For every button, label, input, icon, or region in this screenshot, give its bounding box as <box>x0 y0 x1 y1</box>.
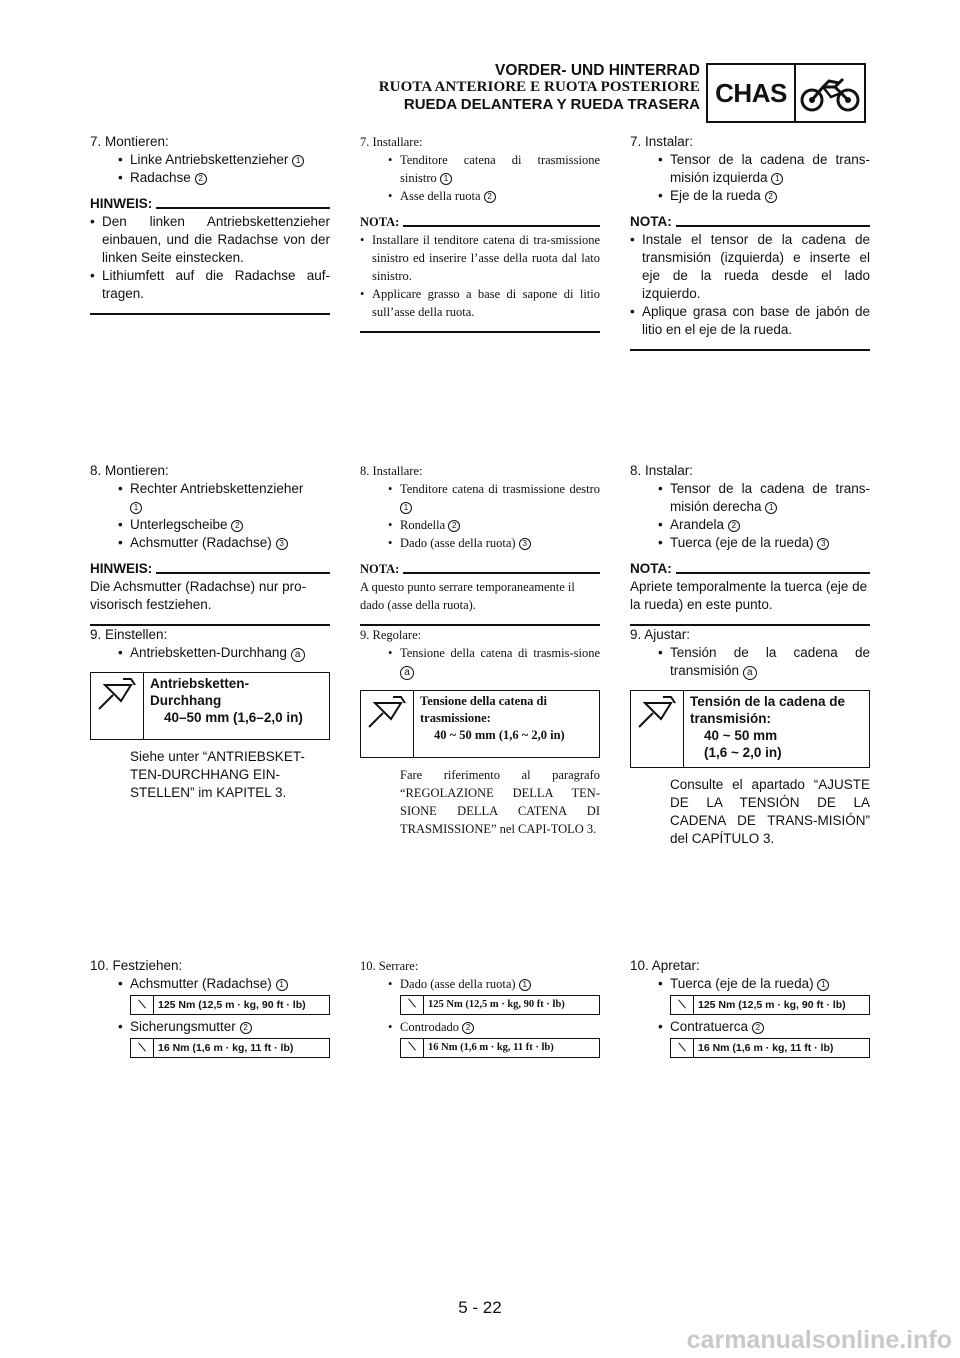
step-title: 8. Installare: <box>360 464 423 478</box>
step9-it <box>360 626 600 838</box>
callout-2: 2 <box>195 173 207 185</box>
step8-it <box>360 462 600 626</box>
list-item: • Controdado 2 <box>388 1018 600 1036</box>
callout-1: 1 <box>519 979 531 991</box>
torque-spec: ⟍ 125 Nm (12,5 m · kg, 90 ft · lb) <box>670 995 870 1015</box>
callout-2: 2 <box>765 191 777 203</box>
step-title: 8. Instalar: <box>630 463 694 478</box>
list-item: • Dado (asse della ruota) 3 <box>388 534 600 552</box>
callout-3: 3 <box>817 538 829 550</box>
list-item: • Tensione della catena di trasmis-sione a <box>388 644 600 680</box>
torque-spec: ⟍ 16 Nm (1,6 m · kg, 11 ft · lb) <box>670 1038 870 1058</box>
list-item: • Asse della ruota 2 <box>388 187 600 205</box>
callout-3: 3 <box>276 538 288 550</box>
list-item: • Tenditore catena di trasmissione sinistro 1 <box>388 151 600 187</box>
step9-de <box>90 626 330 802</box>
note-text: A questo punto serrare temporaneamente il dado (asse della ruota). <box>360 580 575 612</box>
note-heading: HINWEIS: <box>90 560 330 578</box>
step-title: 9. Regolare: <box>360 628 422 642</box>
callout-2: 2 <box>484 191 496 203</box>
callout-a: a <box>291 648 305 662</box>
step-title: 7. Montieren: <box>90 134 169 149</box>
callout-1: 1 <box>276 979 288 991</box>
callout-a: a <box>400 666 414 680</box>
list-item: • Achsmutter (Radachse) 3 <box>118 534 330 552</box>
note-heading: NOTA: <box>360 560 600 578</box>
list-item: • Eje de la rueda 2 <box>658 187 870 205</box>
chapter-code: CHAS <box>708 65 796 121</box>
reference-text: Fare riferimento al paragrafo “REGOLAZIONE DELLA TEN-SIONE DELLA CATENA DI TRASMISSIONE” nel CAPI-TOLO 3. <box>400 768 600 836</box>
note-bullet: • Lithiumfett auf die Radachse auf-tragen. <box>90 267 330 303</box>
torque-wrench-icon: ⟍ <box>401 996 424 1014</box>
torque-spec: ⟍ 16 Nm (1,6 m · kg, 11 ft · lb) <box>130 1038 330 1058</box>
step9-es <box>630 626 870 848</box>
step-title: 9. Ajustar: <box>630 627 691 642</box>
callout-a: a <box>743 666 757 680</box>
step10-de <box>90 957 330 1061</box>
callout-2: 2 <box>462 1022 474 1034</box>
note-heading: NOTA: <box>360 213 600 231</box>
torque-wrench-icon: ⟍ <box>131 1039 154 1057</box>
callout-2: 2 <box>448 520 460 532</box>
note-text: Die Achsmutter (Radachse) nur pro-visorisch festziehen. <box>90 579 307 612</box>
motorcycle-icon <box>796 65 864 121</box>
callout-1: 1 <box>765 502 777 514</box>
spec-box <box>90 672 330 740</box>
spec-text: Tensione della catena di trasmissione: 40 ~ 50 mm (1,6 ~ 2,0 in) <box>413 691 599 757</box>
list-item: • Unterlegscheibe 2 <box>118 516 330 534</box>
list-item: • Contratuerca 2 <box>658 1018 870 1036</box>
callout-1: 1 <box>771 173 783 185</box>
callout-2: 2 <box>752 1022 764 1034</box>
list-item: • Tensión de la cadena de transmisión a <box>658 644 870 680</box>
page-number: 5 - 22 <box>458 1298 502 1317</box>
wrench-icon <box>631 691 683 767</box>
list-item: • Arandela 2 <box>658 516 870 534</box>
header-title-es: RUEDA DELANTERA Y RUEDA TRASERA <box>403 96 700 113</box>
step8-es <box>630 462 870 626</box>
list-item: • Rechter Antriebskettenzieher 1 <box>118 480 330 516</box>
list-item: • Achsmutter (Radachse) 1 <box>118 975 330 993</box>
step8-de <box>90 462 330 626</box>
callout-2: 2 <box>240 1022 252 1034</box>
spec-text: Tensión de la cadena de transmisión: 40 ~ 50 mm (1,6 ~ 2,0 in) <box>683 691 869 767</box>
section-header <box>379 62 700 113</box>
chapter-badge <box>706 63 866 123</box>
note-end-rule <box>90 313 330 315</box>
header-title-it: RUOTA ANTERIORE E RUOTA POSTERIORE <box>378 79 700 95</box>
spec-box <box>360 690 600 758</box>
step-title: 10. Apretar: <box>630 958 700 973</box>
callout-1: 1 <box>440 173 452 185</box>
list-item: • Tuerca (eje de la rueda) 1 <box>658 975 870 993</box>
step7-it <box>360 133 600 333</box>
list-item: • Radachse 2 <box>118 169 330 187</box>
step-title: 8. Montieren: <box>90 463 169 478</box>
list-item: • Tuerca (eje de la rueda) 3 <box>658 534 870 552</box>
note-bullet: • Den linken Antriebskettenzieher einbauen, und die Radachse von der linken Seite einstecken. <box>90 213 330 267</box>
note-bullet: • Applicare grasso a base di sapone di litio sull’asse della ruota. <box>360 285 600 321</box>
list-item: • Tenditore catena di trasmissione destro 1 <box>388 480 600 516</box>
note-bullet: • Instale el tensor de la cadena de transmisión (izquierda) e inserte el eje de la rueda desde el lado izquierdo. <box>630 231 870 303</box>
torque-wrench-icon: ⟍ <box>131 996 154 1014</box>
wrench-icon <box>361 691 413 757</box>
note-end-rule <box>360 331 600 333</box>
header-title-de: VORDER- UND HINTERRAD <box>495 62 700 79</box>
torque-spec: ⟍ 125 Nm (12,5 m · kg, 90 ft · lb) <box>130 995 330 1015</box>
step10-it <box>360 957 600 1061</box>
list-item: • Tensor de la cadena de trans-misión derecha 1 <box>658 480 870 516</box>
step7-de <box>90 133 330 315</box>
note-bullet: • Aplique grasa con base de jabón de litio en el eje de la rueda. <box>630 303 870 339</box>
reference-text: Consulte el apartado “AJUSTE DE LA TENSIÓN DE LA CADENA DE TRANS-MISIÓN” del CAPÍTULO 3. <box>670 777 870 846</box>
callout-2: 2 <box>728 520 740 532</box>
note-heading: HINWEIS: <box>90 195 330 213</box>
spec-text: Antriebsketten- Durchhang 40–50 mm (1,6–2,0 in) <box>143 673 329 739</box>
callout-1: 1 <box>400 502 412 514</box>
torque-wrench-icon: ⟍ <box>401 1039 424 1057</box>
watermark: carmanualsonline.info <box>686 1326 952 1354</box>
wrench-icon <box>91 673 143 739</box>
torque-wrench-icon: ⟍ <box>671 1039 694 1057</box>
list-item: • Sicherungsmutter 2 <box>118 1018 330 1036</box>
note-heading: NOTA: <box>630 213 870 231</box>
list-item: • Dado (asse della ruota) 1 <box>388 975 600 993</box>
list-item: • Antriebsketten-Durchhang a <box>118 644 330 662</box>
note-bullet: • Installare il tenditore catena di tra-smissione sinistro ed inserire l’asse della ruota dal lato sinistro. <box>360 231 600 285</box>
callout-1: 1 <box>292 155 304 167</box>
callout-1: 1 <box>130 502 142 514</box>
list-item: • Rondella 2 <box>388 516 600 534</box>
list-item: • Linke Antriebskettenzieher 1 <box>118 151 330 169</box>
list-item: • Tensor de la cadena de trans-misión izquierda 1 <box>658 151 870 187</box>
callout-1: 1 <box>817 979 829 991</box>
step-title: 10. Festziehen: <box>90 958 183 973</box>
note-text: Apriete temporalmente la tuerca (eje de la rueda) en este punto. <box>630 579 868 612</box>
step-title: 7. Installare: <box>360 135 423 149</box>
callout-2: 2 <box>231 520 243 532</box>
torque-spec: ⟍ 16 Nm (1,6 m · kg, 11 ft · lb) <box>400 1038 600 1058</box>
torque-wrench-icon: ⟍ <box>671 996 694 1014</box>
callout-3: 3 <box>519 538 531 550</box>
step10-es <box>630 957 870 1061</box>
spec-box <box>630 690 870 768</box>
torque-spec: ⟍ 125 Nm (12,5 m · kg, 90 ft · lb) <box>400 995 600 1015</box>
note-end-rule <box>630 349 870 351</box>
step-title: 9. Einstellen: <box>90 627 168 642</box>
step-title: 10. Serrare: <box>360 959 419 973</box>
note-heading: NOTA: <box>630 560 870 578</box>
step7-es <box>630 133 870 351</box>
reference-text: Siehe unter “ANTRIEBSKET-TEN-DURCHHANG EIN-STELLEN” im KAPITEL 3. <box>130 749 305 800</box>
step-title: 7. Instalar: <box>630 134 694 149</box>
